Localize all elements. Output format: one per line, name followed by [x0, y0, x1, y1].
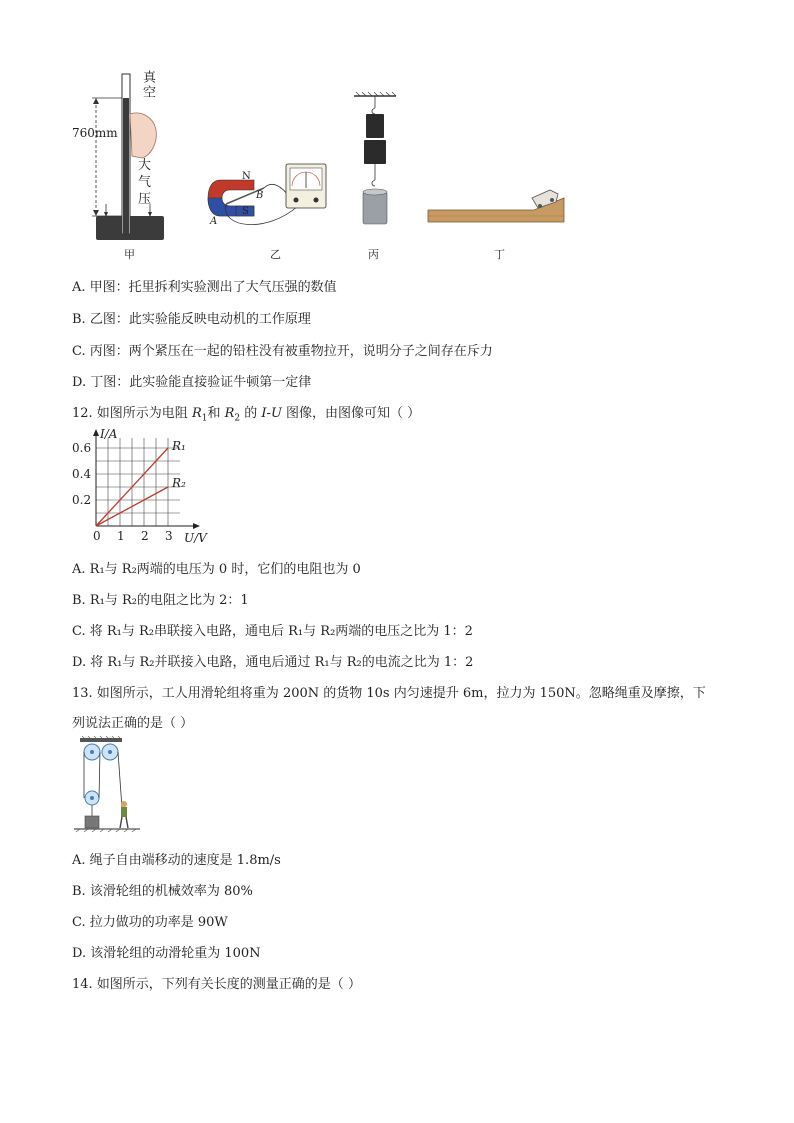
- x-axis-arrow: [193, 523, 200, 529]
- y-tick-label: 0.2: [72, 493, 92, 507]
- label-a: A: [210, 216, 218, 227]
- figure-jia-torricelli: [70, 66, 180, 256]
- figure-yi-induction: [206, 158, 336, 238]
- q13-option-c: C. 拉力做功的功率是 90W: [72, 915, 228, 930]
- caption-bing: 丙: [368, 248, 379, 261]
- series-label-2: R₂: [172, 476, 186, 490]
- lead-cylinder-bottom: [364, 140, 386, 164]
- label-b: B: [256, 190, 264, 201]
- q12-stem-pre: 12. 如图所示为电阻: [72, 406, 192, 421]
- label-n: N: [242, 171, 251, 182]
- x-tick-label: 0: [93, 529, 101, 543]
- label-pressure-3: 压: [138, 192, 152, 207]
- q12-stem-r1: R: [191, 406, 202, 421]
- mercury-column: [123, 98, 129, 234]
- q13-option-d: D. 该滑轮组的动滑轮重为 100N: [72, 946, 261, 961]
- x-tick-label: 2: [141, 529, 149, 543]
- q12-stem: 12. 如图所示为电阻 $R_1$和 $R_2$ 的 I-U 图像，由图像可知（ ）: [72, 406, 421, 424]
- q11-option-b: B. 乙图：此实验能反映电动机的工作原理: [72, 312, 311, 327]
- series-label-1: R₁: [172, 439, 186, 453]
- caption-ding: 丁: [494, 248, 505, 261]
- hand: [130, 113, 156, 158]
- label-760mm: 760mm: [72, 126, 118, 140]
- q12-stem-post: 图像，由图像可知（ ）: [281, 406, 421, 421]
- q11-option-d: D. 丁图：此实验能直接验证牛顿第一定律: [72, 375, 312, 390]
- iu-chart: [70, 428, 230, 546]
- figure-bing-lead-cylinders: [350, 88, 400, 238]
- q12-option-b: B. R₁与 R₂的电阻之比为 2：1: [72, 593, 249, 608]
- q12-option-d: D. 将 R₁与 R₂并联接入电路，通电后通过 R₁与 R₂的电流之比为 1：2: [72, 655, 474, 670]
- x-tick-label: 3: [165, 529, 173, 543]
- y-tick-label: 0.6: [72, 441, 92, 455]
- weight: [363, 192, 387, 224]
- q11-option-a: A. 甲图：托里拆利实验测出了大气压强的数值: [72, 280, 337, 295]
- q12-option-c: C. 将 R₁与 R₂串联接入电路，通电后 R₁与 R₂两端的电压之比为 1：2: [72, 624, 473, 639]
- q13-stem-line2: 列说法正确的是（ ）: [72, 716, 194, 731]
- q13-stem-line1: 13. 如图所示，工人用滑轮组将重为 200N 的货物 10s 内匀速提升 6m，拉力为 150N。忽略绳重及摩擦，下: [72, 686, 706, 701]
- caption-jia: 甲: [124, 248, 135, 261]
- y-tick-label: 0.4: [72, 467, 92, 481]
- q12-option-a: A. R₁与 R₂两端的电压为 0 时，它们的电阻也为 0: [72, 562, 361, 577]
- figure-pulley-system: [72, 736, 142, 840]
- q11-option-c: C. 丙图：两个紧压在一起的铅柱没有被重物拉开，说明分子之间存在斥力: [72, 344, 493, 359]
- y-axis-label: I/A: [100, 428, 118, 441]
- x-tick-label: 1: [117, 529, 125, 543]
- lead-cylinder-top: [366, 114, 384, 138]
- q13-option-a: A. 绳子自由端移动的速度是 1.8m/s: [72, 853, 281, 868]
- q12-stem-mid: 的: [240, 406, 262, 421]
- q12-stem-iu: I-U: [261, 406, 282, 421]
- q12-stem-and: 和: [207, 406, 225, 421]
- label-pressure-2: 气: [138, 175, 152, 190]
- label-s: S: [242, 206, 249, 217]
- y-axis-arrow: [93, 429, 99, 436]
- cargo-box: [85, 816, 99, 828]
- q13-option-b: B. 该滑轮组的机械效率为 80%: [72, 884, 253, 899]
- worker: [121, 801, 127, 807]
- x-axis-label: U/V: [184, 531, 207, 545]
- label-pressure-1: 大: [138, 158, 152, 173]
- caption-yi: 乙: [270, 248, 281, 261]
- figure-ding-incline: [426, 188, 568, 230]
- q14-stem: 14. 如图所示，下列有关长度的测量正确的是（ ）: [72, 977, 361, 992]
- label-vacuum: 真空: [140, 70, 155, 100]
- q12-stem-r2: R: [224, 406, 235, 421]
